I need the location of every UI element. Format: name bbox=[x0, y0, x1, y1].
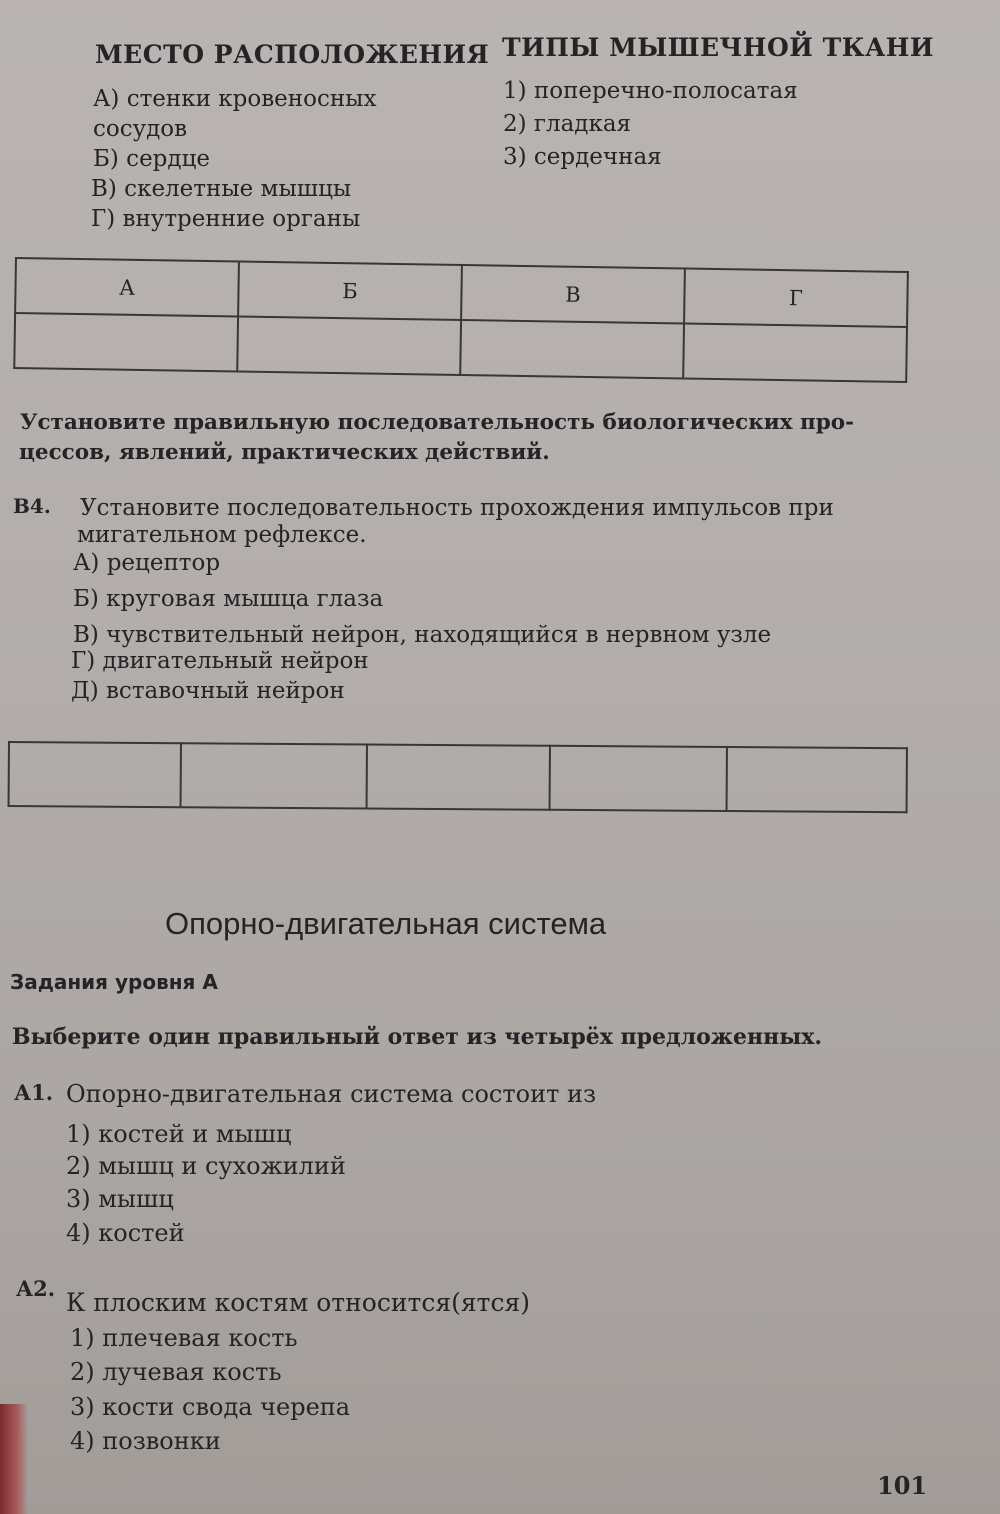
answer-cell[interactable] bbox=[683, 324, 907, 382]
left-item-a-cont: сосудов bbox=[93, 116, 188, 142]
right-item-3: 3) сердечная bbox=[503, 144, 662, 170]
b4-option-v: В) чувствительный нейрон, находящийся в нервном узле bbox=[73, 622, 772, 648]
b4-option-g: Г) двигательный нейрон bbox=[71, 648, 369, 674]
table-header-b: Б bbox=[238, 262, 462, 320]
a1-question: Опорно-двигательная система состоит из bbox=[66, 1080, 597, 1108]
answer-cell[interactable] bbox=[14, 313, 238, 371]
a1-option-1: 1) костей и мышц bbox=[66, 1120, 292, 1148]
a2-option-2: 2) лучевая кость bbox=[70, 1358, 282, 1386]
left-item-v: В) скелетные мышцы bbox=[91, 176, 352, 202]
a2-option-1: 1) плечевая кость bbox=[70, 1324, 298, 1352]
sequence-answer-table bbox=[8, 741, 908, 813]
table-header-v: В bbox=[461, 265, 685, 323]
table-header-g: Г bbox=[684, 269, 908, 327]
answer-cell[interactable] bbox=[180, 743, 367, 808]
a1-option-2: 2) мышц и сухожилий bbox=[66, 1152, 346, 1180]
page-number: 101 bbox=[877, 1471, 928, 1500]
sequence-instruction-line2: цессов, явлений, практических действий. bbox=[19, 440, 550, 465]
left-item-b: Б) сердце bbox=[93, 146, 210, 172]
section-title: Опорно-двигательная система bbox=[165, 906, 607, 941]
matching-answer-table bbox=[13, 257, 909, 383]
left-item-g: Г) внутренние органы bbox=[91, 206, 361, 232]
choose-instruction: Выберите один правильный ответ из четырёх предложенных. bbox=[12, 1024, 823, 1050]
a1-option-4: 4) костей bbox=[66, 1219, 185, 1247]
right-item-2: 2) гладкая bbox=[503, 111, 632, 137]
b4-question-line1: Установите последовательность прохождения импульсов при bbox=[80, 495, 834, 521]
answer-cell[interactable] bbox=[367, 745, 550, 810]
answer-cell[interactable] bbox=[549, 746, 727, 811]
level-heading: Задания уровня А bbox=[10, 970, 218, 994]
question-number-a2: А2. bbox=[16, 1276, 56, 1301]
question-number-b4: В4. bbox=[13, 494, 51, 518]
table-header-a: А bbox=[15, 258, 239, 316]
book-edge-shadow bbox=[0, 1404, 28, 1514]
right-column-header: ТИПЫ МЫШЕЧНОЙ ТКАНИ bbox=[502, 33, 935, 62]
b4-option-d: Д) вставочный нейрон bbox=[71, 678, 345, 704]
b4-question-line2: мигательном рефлексе. bbox=[77, 522, 367, 548]
a1-option-3: 3) мышц bbox=[66, 1185, 174, 1213]
right-item-1: 1) поперечно-полосатая bbox=[503, 78, 798, 104]
left-item-a: А) стенки кровеносных bbox=[93, 86, 377, 112]
a2-option-3: 3) кости свода черепа bbox=[70, 1393, 351, 1421]
sequence-instruction-line1: Установите правильную последовательность биологических про- bbox=[20, 410, 855, 435]
question-number-a1: А1. bbox=[14, 1080, 54, 1105]
b4-option-b: Б) круговая мышца глаза bbox=[73, 586, 384, 612]
answer-cell[interactable] bbox=[237, 317, 461, 375]
a2-question: К плоским костям относится(ятся) bbox=[66, 1288, 530, 1317]
b4-option-a: А) рецептор bbox=[73, 550, 221, 576]
answer-cell[interactable] bbox=[9, 742, 181, 807]
answer-cell[interactable] bbox=[727, 747, 907, 812]
a2-option-4: 4) позвонки bbox=[70, 1427, 221, 1455]
answer-cell[interactable] bbox=[460, 320, 684, 378]
left-column-header: МЕСТО РАСПОЛОЖЕНИЯ bbox=[95, 40, 490, 69]
